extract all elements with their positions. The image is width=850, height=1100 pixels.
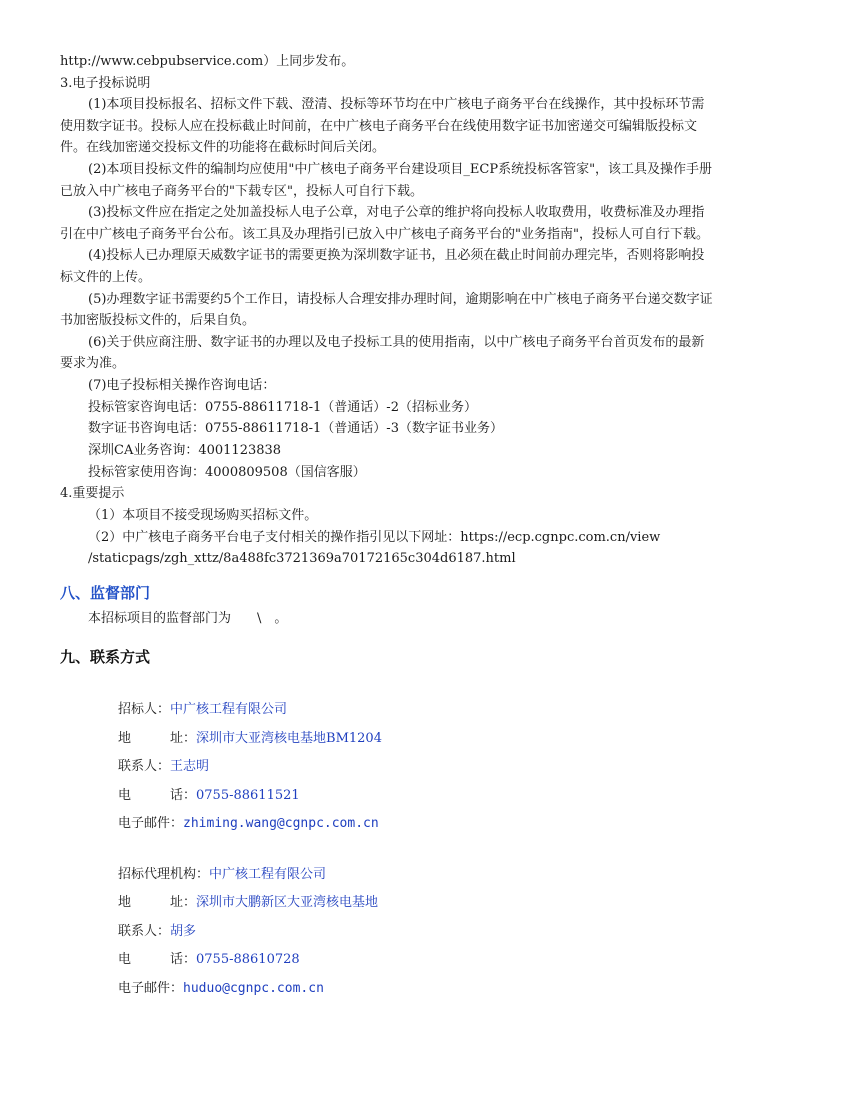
subsection-heading: 3.电子投标说明 <box>60 76 151 91</box>
text-line: 标文件的上传。 <box>60 270 152 285</box>
tenderer-name: 中广核工程有限公司 <box>170 702 288 717</box>
text-line: 使用数字证书。投标人应在投标截止时间前，在中广核电子商务平台在线使用数字证书加密递交可编辑版投标文 <box>60 119 698 134</box>
agent-address-row <box>118 895 378 911</box>
text-line: (4)投标人已办理原天威数字证书的需要更换为深圳数字证书，且必须在截止时间前办理完毕，否则将影响投 <box>88 248 705 263</box>
field-label: 地 址： <box>118 731 197 746</box>
tenderer-name-row <box>118 702 287 718</box>
subsection-heading: 4.重要提示 <box>60 486 125 501</box>
url-line: /staticpags/zgh_xttz/8a488fc3721369a70172165c304d6187.html <box>88 551 516 566</box>
agent-phone: 0755-88610728 <box>196 952 300 967</box>
phone-line: 投标管家咨询电话：0755-88611718-1（普通话）-2（招标业务） <box>88 400 477 415</box>
text-line: 引在中广核电子商务平台公布。该工具及办理指引已放入中广核电子商务平台的"业务指南"，投标人可自行下载。 <box>60 227 709 242</box>
field-label: 联系人： <box>118 924 171 939</box>
field-label: 招标人： <box>118 702 171 717</box>
tenderer-email[interactable]: zhiming.wang@cgnpc.com.cn <box>183 816 379 831</box>
field-label: 地 址： <box>118 895 197 910</box>
text-line: 已放入中广核电子商务平台的"下载专区"，投标人可自行下载。 <box>60 184 423 199</box>
tenderer-phone-row <box>118 788 300 804</box>
text-line: 要求为准。 <box>60 356 126 371</box>
text-line: 书加密版投标文件的，后果自负。 <box>60 313 256 328</box>
field-label: 联系人： <box>118 759 171 774</box>
field-label: 招标代理机构： <box>118 867 210 882</box>
text-line: （2）中广核电子商务平台电子支付相关的操作指引见以下网址：https://ecp.cgnpc.com.cn/view <box>88 530 661 545</box>
text-line: (5)办理数字证书需要约5个工作日，请投标人合理安排办理时间，逾期影响在中广核电子商务平台递交数字证 <box>88 292 713 307</box>
tenderer-contact: 王志明 <box>170 759 210 774</box>
tenderer-contact-row <box>118 759 209 775</box>
text-line: (1)本项目投标报名、招标文件下载、澄清、投标等环节均在中广核电子商务平台在线操作，其中投标环节需 <box>88 97 705 112</box>
agent-email-row <box>118 981 324 997</box>
agent-contact-row <box>118 924 196 940</box>
tenderer-phone: 0755-88611521 <box>196 788 300 803</box>
field-label: 电子邮件： <box>118 816 184 831</box>
section-heading-supervision: 八、监督部门 <box>60 584 151 602</box>
tenderer-email-row <box>118 816 379 832</box>
phone-line: 数字证书咨询电话：0755-88611718-1（普通话）-3（数字证书业务） <box>88 421 503 436</box>
phone-line: 投标管家使用咨询：4000809508（国信客服） <box>88 465 366 480</box>
text-line: (3)投标文件应在指定之处加盖投标人电子公章，对电子公章的维护将向投标人收取费用，收费标准及办理指 <box>88 205 705 220</box>
text-line: （1）本项目不接受现场购买招标文件。 <box>88 508 318 523</box>
agent-email[interactable]: huduo@cgnpc.com.cn <box>183 981 324 996</box>
agent-name-row <box>118 867 326 883</box>
field-label: 电 话： <box>118 788 197 803</box>
supervision-text: 本招标项目的监督部门为 \ 。 <box>88 611 288 626</box>
tenderer-address-row <box>118 731 382 747</box>
text-line: (6)关于供应商注册、数字证书的办理以及电子投标工具的使用指南，以中广核电子商务平台首页发布的最新 <box>88 335 705 350</box>
section-heading-contact: 九、联系方式 <box>60 648 151 666</box>
text-line: 件。在线加密递交投标文件的功能将在截标时间后关闭。 <box>60 140 386 155</box>
tenderer-address: 深圳市大亚湾核电基地BM1204 <box>196 731 382 746</box>
agent-name: 中广核工程有限公司 <box>209 867 327 882</box>
agent-address: 深圳市大鹏新区大亚湾核电基地 <box>196 895 379 910</box>
phone-line: 深圳CA业务咨询：4001123838 <box>88 443 282 458</box>
text-line: (2)本项目投标文件的编制均应使用"中广核电子商务平台建设项目_ECP系统投标客管家"，该工具及操作手册 <box>88 162 713 177</box>
agent-phone-row <box>118 952 300 968</box>
text-line: http://www.cebpubservice.com）上同步发布。 <box>60 54 355 69</box>
text-line: (7)电子投标相关操作咨询电话： <box>88 378 276 393</box>
field-label: 电 话： <box>118 952 197 967</box>
field-label: 电子邮件： <box>118 981 184 996</box>
agent-contact: 胡多 <box>170 924 197 939</box>
